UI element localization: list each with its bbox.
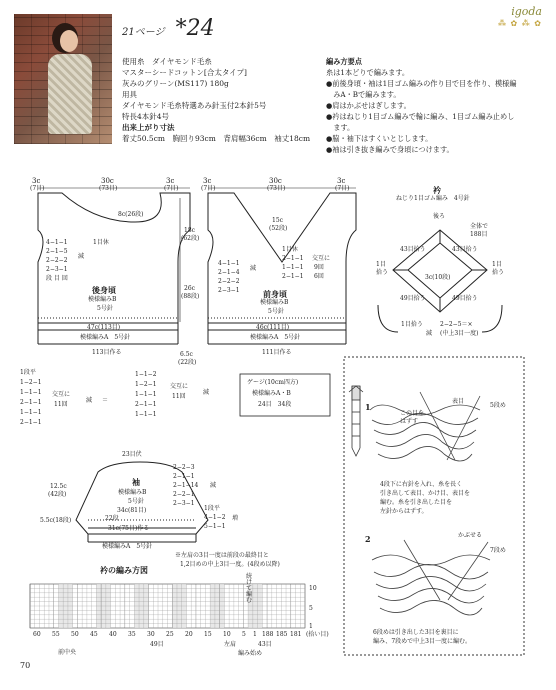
sleeve-inc-row: 4−1−2 <box>204 514 226 521</box>
front-top-mid-sub: (73目) <box>267 185 286 192</box>
instructions-line: みA・Bで編みます。 <box>326 90 401 99</box>
sleeve-inc-label: 増 <box>232 515 239 522</box>
front-top-left: 3c <box>203 177 212 185</box>
back-top-right-sub: (7目) <box>164 185 179 192</box>
back-dec-row: 2−2−2 <box>46 257 68 264</box>
chart-43: 43目 <box>258 641 272 648</box>
chart-stitch-number: 5 <box>242 631 246 638</box>
collar-dec: 2−2−5＝× <box>440 321 473 328</box>
back-cast: 113目作る <box>92 349 122 356</box>
chart-stitch-number: 185 <box>276 631 288 638</box>
back-dec-label: 減 <box>78 253 85 260</box>
instructions-line: ●肩はかぶせはぎします。 <box>326 101 411 110</box>
sleeve-right-row: 2−3−1 <box>173 500 195 507</box>
materials-line: マスターシードコットン[合太タイプ] <box>122 68 247 77</box>
back-top-right: 3c <box>166 177 175 185</box>
sleeve-dec-row-r: 1−1−2 <box>135 371 157 378</box>
label-cover: かぶせる <box>458 532 483 539</box>
sleeve-side: 12.5c <box>50 483 67 490</box>
back-hem-h: 6.5c <box>180 351 193 358</box>
sleeve-inc-row: 5−1−1 <box>204 523 226 530</box>
sleeve-dec-row-r: 1−1−1 <box>135 411 157 418</box>
back-width: 47c(113目) <box>87 324 121 331</box>
sleeve-right-row: 2−2−1 <box>173 491 195 498</box>
collar-total: 全体で <box>470 223 489 230</box>
front-top-right-sub: (7目) <box>335 185 350 192</box>
chart-stitch-number: 188 <box>262 631 274 638</box>
front-neck-note: 交互に <box>312 255 331 262</box>
sleeve-hem: 模様編みA 5号針 <box>102 543 153 550</box>
sleeve-needle: 5号針 <box>128 498 144 505</box>
front-name: 前身頃 <box>263 289 287 299</box>
instructions-line: 糸は1本どりで編みます。 <box>326 68 410 77</box>
front-neck-note: 9回 <box>314 264 324 271</box>
back-rest: 1目休 <box>93 239 109 246</box>
desc-1-line: 4段下に右針を入れ、糸を長く <box>380 481 463 488</box>
front-neck: 15c <box>272 217 283 224</box>
front-pattern: 模様編みB <box>260 299 289 306</box>
chart-note-1: ※左肩の3目一度は前段の最終目と <box>175 552 269 559</box>
chart-note-2: 1,2目めの中上3目一度。(4段め以降) <box>180 561 280 568</box>
sleeve-dec-note: 交互に <box>52 391 71 398</box>
front-width: 46c(111目) <box>256 324 290 331</box>
sleeve-right-row: 2−2−3 <box>173 464 195 471</box>
collar-one-r2: 拾う <box>492 269 505 276</box>
materials-line: 着丈50.5cm 胸回り93cm 背肩幅36cm 袖丈18cm <box>122 134 311 143</box>
label-remove: はずす <box>400 418 419 425</box>
front-side-dec: 2−1−4 <box>218 269 240 276</box>
front-top-right: 3c <box>337 177 346 185</box>
back-hem: 模様編みA 5号針 <box>80 334 131 341</box>
sleeve-inc-rows: 22段 <box>105 515 119 522</box>
front-side-dec: 2−2−2 <box>218 278 240 285</box>
collar-dec-word: 減 <box>426 330 433 337</box>
back-dec-row: 2−1−5 <box>46 248 68 255</box>
back-name: 後身頃 <box>92 285 116 295</box>
sleeve-dec-row: 1−1−1 <box>20 409 42 416</box>
front-dec-label: 減 <box>250 265 257 272</box>
label-knit: 表目 <box>452 398 465 405</box>
front-top-mid: 30c <box>269 177 282 185</box>
sleeve-dec-note: 11回 <box>54 401 68 408</box>
chart-49: 49目 <box>150 641 164 648</box>
collar-center: 3c(10段) <box>425 274 451 281</box>
sleeve-dec-eq: ＝ <box>102 397 109 404</box>
materials-line: 灰みのグリーン(MS117) 180g <box>122 79 229 88</box>
sleeve-hem-w: 31c(75目)作る <box>108 525 150 532</box>
front-hem: 模様編みA 5号針 <box>250 334 301 341</box>
sleeve-dec-row: 2−1−1 <box>20 419 42 426</box>
chart-stitch-number: 60 <box>33 631 41 638</box>
sleeve-dec-note-r: 11回 <box>172 393 186 400</box>
materials-line: 用具 <box>122 90 137 99</box>
sleeve-pattern: 模様編みB <box>118 489 147 496</box>
chart-stitch-number: 30 <box>147 631 155 638</box>
label-this-stitch: この目を <box>400 410 425 417</box>
gauge-title: ゲージ(10cm四方) <box>247 379 299 386</box>
sleeve-dec-row-r: 2−1−1 <box>135 401 157 408</box>
desc-2-line: 編み、7段めで中上3目一度に編む。 <box>373 638 471 645</box>
sleeve-right-row: 2−1−1 <box>173 473 195 480</box>
chart-stitch-number: 50 <box>71 631 79 638</box>
front-neck-dec: 2−1−1 <box>282 255 304 262</box>
back-dec-legend: 段 目 回 <box>46 275 68 282</box>
sleeve-dec-row-r: 1−1−1 <box>135 391 157 398</box>
chart-stitch-number: 55 <box>52 631 60 638</box>
back-side-sub: (62段) <box>181 235 200 242</box>
front-top-left-sub: (7目) <box>201 185 216 192</box>
sleeve-dec-row-r: 1−2−1 <box>135 381 157 388</box>
back-top-left: 3c <box>32 177 41 185</box>
sleeve-inc-row: 1段平 <box>204 505 220 512</box>
desc-2-line: 6段めは引き出した3目を裏目に <box>373 629 459 636</box>
sleeve-name: 袖 <box>132 477 140 487</box>
front-side-dec: 2−3−1 <box>218 287 240 294</box>
collar-subtitle: ねじり1目ゴム編み 4号針 <box>396 195 470 202</box>
chart-front-center: 前中央 <box>58 649 77 656</box>
materials-line: ダイヤモンド毛糸特選あみ針玉付2本針5号 <box>122 101 267 110</box>
instructions-heading: 編み方要点 <box>326 57 362 66</box>
front-side-dec: 4−1−1 <box>218 260 240 267</box>
chart-pick: (拾い目) <box>306 631 329 638</box>
collar-bottom: 1目拾う <box>401 321 423 328</box>
back-top-mid-sub: (73目) <box>99 185 118 192</box>
back-dec-row: 2−3−1 <box>46 266 68 273</box>
collar-chart-cells <box>30 584 305 628</box>
chart-row-5: 5 <box>309 605 313 612</box>
collar-title: 衿 <box>433 185 441 195</box>
page-number: 70 <box>20 661 31 670</box>
desc-1-line: 左針からはずす。 <box>380 508 428 515</box>
sleeve-dec-top: 1段平 <box>20 369 36 376</box>
chart-row-10: 10 <box>309 585 317 592</box>
collar-total-sub: 188目 <box>470 231 488 238</box>
sleeve-top: 23目伏 <box>122 451 142 458</box>
chart-title: 衿の編み方図 <box>100 565 148 575</box>
back-needle: 5号針 <box>97 305 113 312</box>
collar-pick-3: 49目拾う <box>400 295 426 302</box>
front-neck-dec: 1−1−1 <box>282 264 304 271</box>
instructions-line: ●脇・袖下はすくいとじします。 <box>326 134 433 143</box>
sleeve-right-row: 2−1−14 <box>173 482 199 489</box>
collar-pick-4: 49目拾う <box>452 295 478 302</box>
back-hem-h-sub: (22段) <box>178 359 197 366</box>
chart-row-1: 1 <box>309 623 313 630</box>
sleeve-dec-label-r: 減 <box>203 389 210 396</box>
instructions-line: ●衿はねじり1目ゴム編みで輪に編み、1目ゴム編み止めし <box>326 112 515 121</box>
instructions-line: ます。 <box>326 123 355 132</box>
chart-stitch-number: 35 <box>128 631 136 638</box>
back-side2-sub: (88段) <box>181 293 200 300</box>
pattern-number: *24 <box>175 16 215 41</box>
chart-start: 編み始め <box>238 650 263 657</box>
collar-one-l2: 拾う <box>376 269 389 276</box>
label-row-7: 7段め <box>490 547 506 554</box>
back-side2: 26c <box>184 285 195 292</box>
chart-stitch-number: 10 <box>223 631 231 638</box>
chart-stitch-number: 25 <box>166 631 174 638</box>
chart-stitch-number: 40 <box>109 631 117 638</box>
back-pattern: 模様編みB <box>88 296 117 303</box>
chart-continue: 続けて編む <box>246 573 253 604</box>
collar-dec-note: (中上3目一度) <box>440 330 479 337</box>
back-top-mid: 30c <box>101 177 114 185</box>
materials-line: 特長4本針4号 <box>122 112 170 121</box>
materials-line: 使用糸 ダイヤモンド毛糸 <box>122 57 212 66</box>
front-rest: 1目休 <box>282 246 298 253</box>
front-neck-dec: 2−1−1 <box>282 273 304 280</box>
collar-pick-2: 43目拾う <box>452 246 478 253</box>
sleeve-side-sub: (42段) <box>48 491 67 498</box>
back-top-left-sub: (7目) <box>30 185 45 192</box>
front-cast: 111目作る <box>262 349 292 356</box>
desc-1-line: 引き出して表目、かけ目、表目を <box>380 490 471 497</box>
sleeve-dec-row: 2−1−1 <box>20 399 42 406</box>
step-2: 2 <box>365 534 371 544</box>
sleeve-right-dec: 減 <box>210 482 217 489</box>
instructions-line: ●袖は引き抜き編みで身頃につけます。 <box>326 145 454 154</box>
brand-logo: igoda <box>511 5 542 18</box>
front-neck-sub: (52段) <box>269 225 288 232</box>
sleeve-hem-h: 5.5c(18段) <box>40 517 72 524</box>
desc-1-line: 編む。糸を引き出した目を <box>380 499 453 506</box>
collar-pick-1: 43目拾う <box>400 246 426 253</box>
back-side: 18c <box>184 227 195 234</box>
page-ref: 21ページ <box>122 27 165 38</box>
collar-back: 後ろ <box>433 213 446 220</box>
materials-line: 出来上がり寸法 <box>122 123 175 132</box>
front-neck-note: 6回 <box>314 273 324 280</box>
chart-stitch-number: 181 <box>290 631 302 638</box>
instructions-line: ●前後身頃・袖は1目ゴム編みの作り目で目を作り、模様編 <box>326 79 517 88</box>
sleeve-dec-label: 減 <box>86 397 93 404</box>
sleeve-dec-row: 1−2−1 <box>20 379 42 386</box>
chart-stitch-number: 20 <box>185 631 193 638</box>
sleeve-dec-row: 1−1−1 <box>20 389 42 396</box>
gauge-line-2: 24目 34段 <box>258 401 292 408</box>
collar-one-r: 1目 <box>492 261 502 268</box>
back-dec-row: 4−1−1 <box>46 239 68 246</box>
gauge-line-1: 模様編みA・B <box>252 390 291 397</box>
label-row-5: 5段め <box>490 402 506 409</box>
step-1: 1 <box>365 402 371 412</box>
chart-stitch-number: 15 <box>204 631 212 638</box>
back-neck: 8c(26段) <box>118 211 144 218</box>
collar-one-l: 1目 <box>376 261 386 268</box>
chart-stitch-number: 45 <box>90 631 98 638</box>
sleeve-width: 34c(81目) <box>117 507 147 514</box>
chart-stitch-number: 1 <box>253 631 257 638</box>
brand-ornament: ⁂ ✿ ⁂ ✿ <box>497 19 542 28</box>
chart-left-shoulder: 左肩 <box>224 641 237 648</box>
front-needle: 5号針 <box>268 308 284 315</box>
sleeve-dec-note-r: 交互に <box>170 383 189 390</box>
